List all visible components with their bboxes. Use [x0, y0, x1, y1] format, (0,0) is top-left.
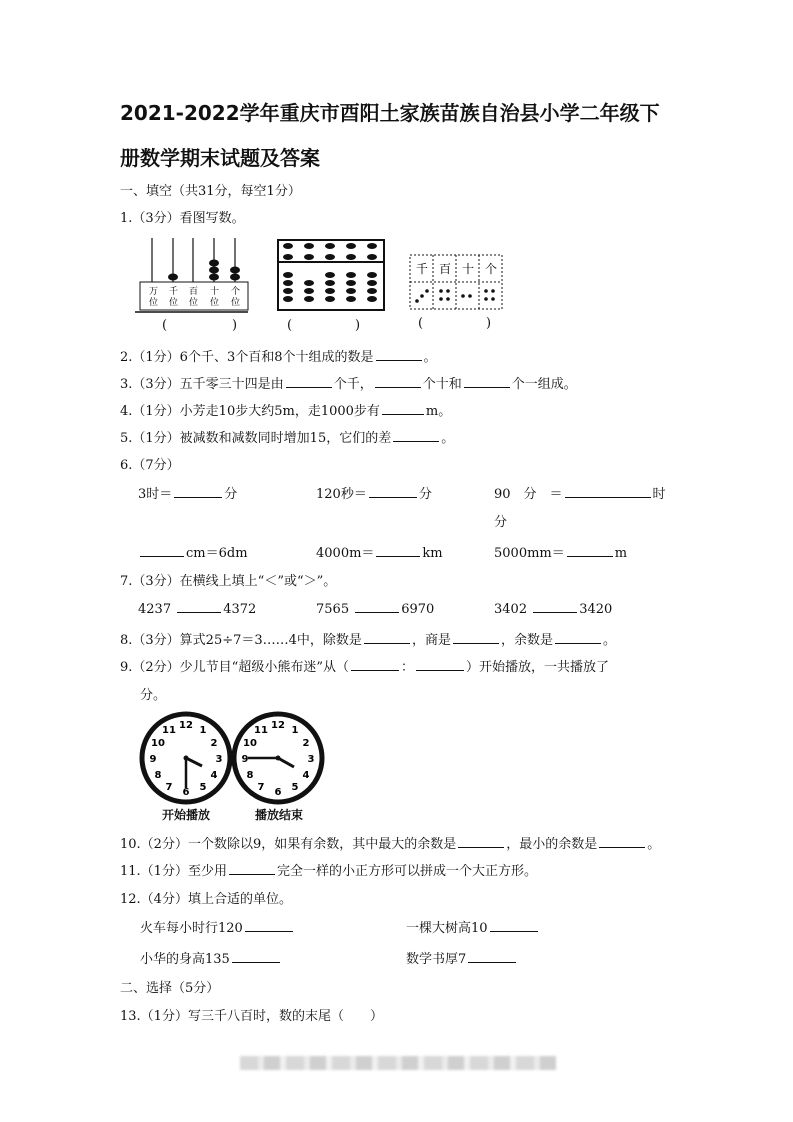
q12-c-text: 小华的身高135 — [140, 952, 230, 967]
answer-blank[interactable] — [369, 485, 417, 498]
svg-text:位: 位 — [210, 298, 220, 308]
q6-4-post: cm＝6dm — [186, 546, 248, 561]
q9-wrap: 分。 — [140, 688, 167, 703]
q1-answer-paren-2-open: ( — [287, 318, 293, 333]
answer-blank[interactable] — [468, 950, 516, 963]
svg-text:11: 11 — [162, 725, 176, 736]
q7-pair-3 — [494, 600, 612, 617]
q6-item-4 — [138, 542, 248, 561]
abacus-counter — [135, 238, 248, 312]
question-8 — [120, 629, 616, 648]
clock-end-caption: 播放结束 — [255, 808, 304, 822]
svg-text:个: 个 — [231, 287, 241, 297]
answer-blank[interactable] — [177, 600, 221, 613]
answer-blank[interactable] — [286, 375, 332, 388]
q12-item-a — [140, 917, 295, 936]
q2-text: 2.（1分）6个千、3个百和8个十组成的数是 — [120, 350, 374, 365]
svg-text:2: 2 — [210, 738, 218, 749]
q9-clocks — [138, 710, 328, 805]
svg-text:7: 7 — [165, 782, 173, 793]
svg-text:8: 8 — [154, 770, 162, 781]
svg-text:位: 位 — [169, 298, 179, 308]
question-9 — [120, 656, 609, 675]
answer-blank[interactable] — [599, 835, 645, 848]
answer-blank[interactable] — [140, 544, 184, 557]
q6-3-unit: 时 — [652, 487, 666, 502]
answer-blank[interactable] — [351, 658, 399, 671]
q12-item-b — [406, 917, 540, 936]
q6-item-1 — [138, 483, 237, 502]
q5-end: 。 — [441, 431, 455, 446]
svg-text:10: 10 — [151, 738, 165, 749]
q6-5-unit: km — [422, 546, 443, 561]
q6-6-pre: 5000mm＝ — [494, 546, 565, 561]
svg-text:10: 10 — [243, 738, 257, 749]
q4-end: m。 — [425, 404, 452, 419]
svg-text:5: 5 — [291, 782, 299, 793]
q6-2-pre: 120秒＝ — [316, 487, 367, 502]
q1-answer-paren-2-close: ) — [355, 318, 361, 333]
q6-1-pre: 3时＝ — [138, 487, 173, 502]
doc-title-line1: 2021-2022学年重庆市酉阳土家族苗族自治县小学二年级下 — [120, 101, 660, 125]
answer-blank[interactable] — [416, 658, 464, 671]
svg-text:位: 位 — [189, 298, 199, 308]
section-heading-1: 一、填空（共31分，每空1分） — [120, 184, 301, 199]
q7-2-left: 7565 — [316, 602, 350, 617]
q6-item-6 — [494, 542, 627, 561]
q6-item-2 — [316, 483, 432, 502]
answer-blank[interactable] — [174, 485, 222, 498]
question-7: 7.（3分）在横线上填上“＜”或“＞”。 — [120, 574, 337, 589]
q3-part-a: 个千， — [333, 377, 373, 392]
q6-2-unit: 分 — [418, 487, 432, 502]
svg-text:千: 千 — [169, 287, 179, 297]
q5-text: 5.（1分）被减数和减数同时增加15，它们的差 — [120, 431, 392, 446]
svg-text:4: 4 — [210, 770, 218, 781]
svg-text:百: 百 — [189, 287, 199, 297]
q7-3-right: 3420 — [579, 602, 613, 617]
svg-text:9: 9 — [149, 754, 157, 765]
clock-start-face — [142, 714, 230, 802]
q12-a-text: 火车每小时行120 — [140, 921, 243, 936]
q9-text: 9.（2分）少儿节目“超级小熊布迷”从（ — [120, 660, 349, 675]
svg-text:12: 12 — [271, 720, 285, 731]
q10-end: 。 — [647, 837, 661, 852]
bead-abacus — [278, 240, 384, 310]
svg-text:百: 百 — [439, 262, 452, 276]
q1-figures — [130, 230, 510, 340]
q7-1-right: 4372 — [223, 602, 257, 617]
svg-text:6: 6 — [274, 787, 282, 798]
q1-answer-paren-1-open: ( — [162, 318, 168, 333]
answer-blank[interactable] — [229, 862, 275, 875]
answer-blank[interactable] — [464, 375, 510, 388]
question-10 — [120, 833, 660, 852]
answer-blank[interactable] — [382, 402, 424, 415]
question-2 — [120, 346, 437, 365]
answer-blank[interactable] — [458, 835, 504, 848]
svg-text:1: 1 — [291, 725, 299, 736]
q2-end: 。 — [423, 350, 437, 365]
section-heading-2: 二、选择（5分） — [120, 981, 220, 996]
svg-text:十: 十 — [210, 287, 220, 297]
svg-text:3: 3 — [215, 754, 223, 765]
svg-text:6: 6 — [182, 787, 190, 798]
question-11 — [120, 860, 537, 879]
answer-blank[interactable] — [533, 600, 577, 613]
q7-1-left: 4237 — [138, 602, 172, 617]
question-5 — [120, 427, 454, 446]
q6-item-5 — [316, 542, 443, 561]
svg-text:4: 4 — [302, 770, 310, 781]
answer-blank[interactable] — [453, 631, 499, 644]
q6-5-pre: 4000m＝ — [316, 546, 375, 561]
q11-post: 完全一样的小正方形可以拼成一个大正方形。 — [276, 864, 537, 879]
q6-1-unit: 分 — [224, 487, 238, 502]
svg-text:1: 1 — [199, 725, 207, 736]
svg-text:千: 千 — [416, 262, 429, 276]
q1-answer-paren-3-close: ) — [486, 316, 492, 331]
question-1: 1.（3分）看图写数。 — [120, 211, 245, 226]
svg-text:7: 7 — [257, 782, 265, 793]
q7-pair-1 — [138, 600, 256, 617]
answer-blank[interactable] — [355, 600, 399, 613]
q9-post: ）开始播放，一共播放了 — [465, 660, 609, 675]
q12-item-d — [406, 948, 518, 967]
q8-text: 8.（3分）算式25÷7＝3……4中，除数是 — [120, 633, 362, 648]
q12-item-c — [140, 948, 282, 967]
q1-answer-paren-1-close: ) — [232, 318, 238, 333]
answer-blank[interactable] — [490, 919, 538, 932]
question-4 — [120, 400, 451, 419]
answer-blank[interactable] — [375, 375, 421, 388]
q6-item-3-wrap: 分 — [494, 515, 508, 530]
q3-text: 3.（3分）五千零三十四是由 — [120, 377, 284, 392]
svg-text:8: 8 — [246, 770, 254, 781]
answer-blank[interactable] — [565, 485, 651, 498]
svg-text:3: 3 — [307, 754, 315, 765]
q6-3-pre: 90 分 ＝ — [494, 487, 563, 502]
q4-text: 4.（1分）小芳走10步大约5m，走1000步有 — [120, 404, 380, 419]
answer-blank[interactable] — [376, 348, 422, 361]
svg-text:位: 位 — [149, 298, 159, 308]
svg-text:十: 十 — [462, 262, 475, 276]
blurred-footer — [240, 1056, 556, 1070]
answer-blank[interactable] — [555, 631, 601, 644]
place-value-chart — [410, 255, 502, 309]
question-13: 13.（1分）写三千八百时，数的末尾（ ） — [120, 1009, 383, 1024]
q8-part-b: ，余数是 — [500, 633, 553, 648]
svg-text:9: 9 — [241, 754, 249, 765]
answer-blank[interactable] — [364, 631, 410, 644]
q7-2-right: 6970 — [401, 602, 435, 617]
question-3 — [120, 373, 577, 392]
answer-blank[interactable] — [376, 544, 420, 557]
q12-d-text: 数学书厚7 — [406, 952, 467, 967]
svg-text:11: 11 — [254, 725, 268, 736]
clock-start-caption: 开始播放 — [162, 808, 211, 822]
doc-title-line2: 册数学期末试题及答案 — [120, 146, 320, 170]
clock-end-face — [234, 714, 322, 802]
answer-blank[interactable] — [245, 919, 293, 932]
q7-3-left: 3402 — [494, 602, 528, 617]
svg-text:个: 个 — [485, 262, 498, 276]
svg-text:位: 位 — [231, 298, 241, 308]
q8-end: 。 — [602, 633, 616, 648]
q9-colon: ： — [400, 660, 414, 675]
q8-part-a: ，商是 — [411, 633, 451, 648]
q10-text: 10.（2分）一个数除以9，如果有余数，其中最大的余数是 — [120, 837, 457, 852]
q3-part-b: 个十和 — [422, 377, 462, 392]
answer-blank[interactable] — [567, 544, 613, 557]
q6-6-unit: m — [614, 546, 628, 561]
answer-blank[interactable] — [393, 429, 439, 442]
q10-part-a: ，最小的余数是 — [506, 837, 598, 852]
question-12: 12.（4分）填上合适的单位。 — [120, 892, 292, 907]
q1-answer-paren-3-open: ( — [418, 316, 424, 331]
q12-b-text: 一棵大树高10 — [406, 921, 488, 936]
svg-text:2: 2 — [302, 738, 310, 749]
q11-text: 11.（1分）至少用 — [120, 864, 227, 879]
svg-text:万: 万 — [149, 287, 159, 297]
q3-part-c: 个一组成。 — [511, 377, 577, 392]
answer-blank[interactable] — [232, 950, 280, 963]
q7-pair-2 — [316, 600, 434, 617]
q6-item-3 — [494, 483, 666, 502]
svg-text:12: 12 — [179, 720, 193, 731]
svg-text:5: 5 — [199, 782, 207, 793]
question-6: 6.（7分） — [120, 458, 180, 473]
